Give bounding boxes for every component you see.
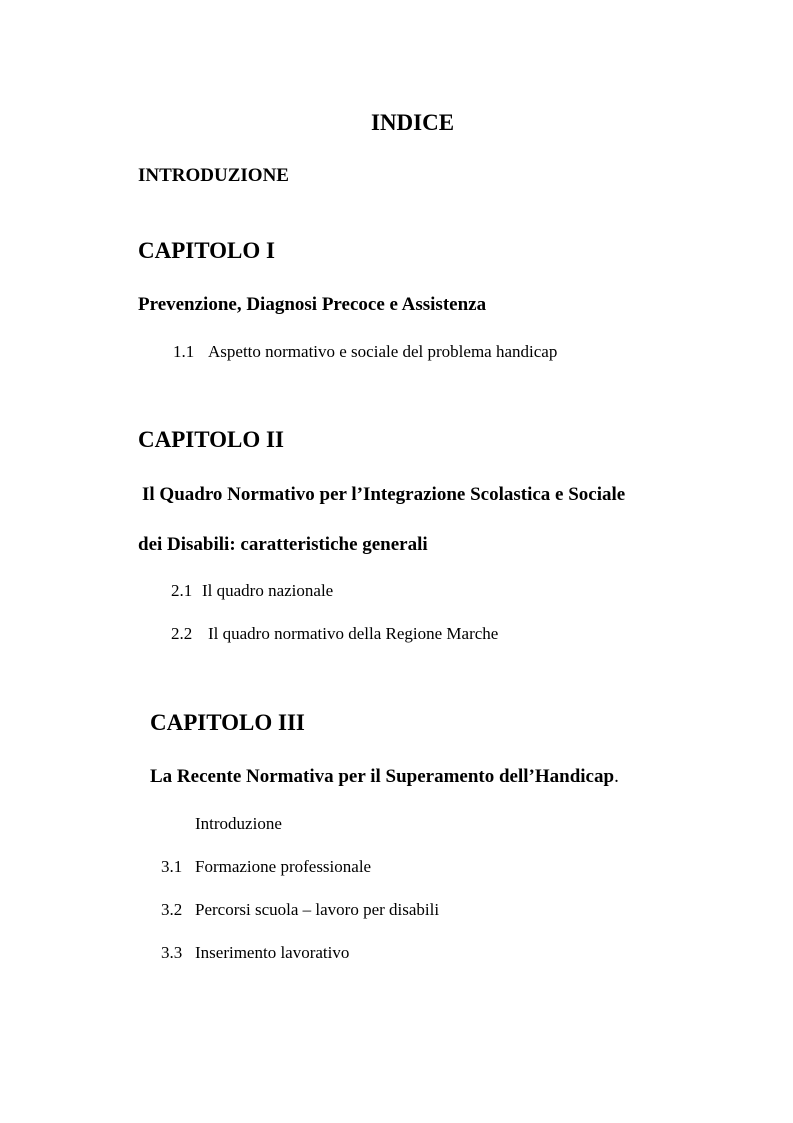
toc-item-2-2 [171, 625, 498, 642]
toc-item-1-1 [173, 343, 557, 360]
chapter-3-subtitle-period: . [614, 766, 619, 787]
index-title: INDICE [371, 110, 455, 135]
chapter-2-heading: CAPITOLO II [138, 427, 284, 452]
toc-item-number: 2.1 [171, 581, 193, 600]
toc-item-2-1 [171, 582, 333, 599]
toc-item-number: 3.2 [161, 900, 183, 919]
toc-item-number: 1.1 [173, 342, 195, 361]
toc-item-text: Aspetto normativo e sociale del problema handicap [208, 342, 558, 361]
chapter-3-heading: CAPITOLO III [150, 710, 305, 735]
introduction-heading: INTRODUZIONE [138, 165, 289, 186]
chapter-1-heading: CAPITOLO I [138, 238, 275, 263]
chapter-2-subtitle-line-2: dei Disabili: caratteristiche generali [138, 534, 428, 555]
chapter-3-subtitle [150, 767, 619, 786]
toc-item-text: Percorsi scuola – lavoro per disabili [195, 900, 440, 919]
toc-item-3-1 [161, 858, 371, 875]
chapter-1-subtitle: Prevenzione, Diagnosi Precoce e Assistenza [138, 294, 487, 315]
toc-item-3-2 [161, 901, 439, 918]
toc-item-3-3 [161, 944, 349, 961]
toc-item-number: 3.1 [161, 857, 183, 876]
chapter-3-subtitle-text: La Recente Normativa per il Superamento dell’Handicap [150, 766, 615, 787]
toc-item-number: 3.3 [161, 943, 183, 962]
toc-item-text: Il quadro nazionale [202, 581, 334, 600]
toc-item-text: Formazione professionale [195, 857, 372, 876]
toc-item-text: Inserimento lavorativo [195, 943, 350, 962]
toc-item-text: Il quadro normativo della Regione Marche [208, 624, 499, 643]
toc-item-number: 2.2 [171, 624, 193, 643]
chapter-2-subtitle-line-1: Il Quadro Normativo per l’Integrazione Scolastica e Sociale [142, 484, 626, 505]
toc-item-introduction: Introduzione [195, 814, 282, 833]
